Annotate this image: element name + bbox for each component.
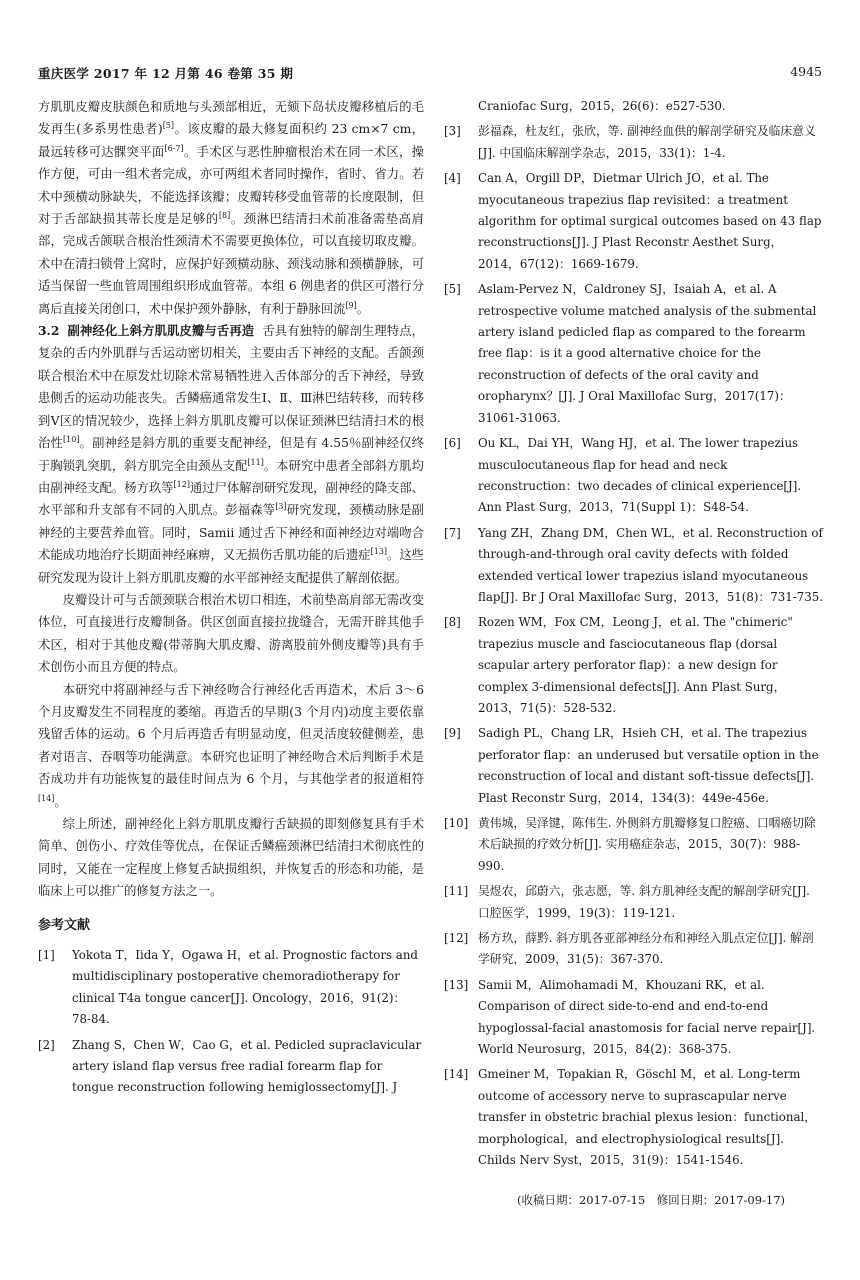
reference-item [444, 928, 824, 971]
reference-text: Gmeiner M，Topakian R，Göschl M，et al. Long-term outcome of accessory nerve to suprascapular nerve transfer in obstetric brachial plexus lesion：functional，morphological，and electrophysiological results[J]. Childs Nerv Syst，2015，31(9)：1541-1546. [478, 1067, 817, 1168]
text: 。副神经是斜方肌的重要支配神经，但是有 4.55％副神经仅终于胸锁乳突肌，斜方肌完全由颈丛支配 [38, 436, 424, 473]
text: 。颈淋巴结清扫术前准备需垫高肩部，完成舌颌联合根治性颈清术不需要更换体位，可以直接切取皮瓣。术中在清扫锁骨上窝时，应保护好颈横动脉、颈浅动脉和颈横静脉，可适当保留一些血管周围组织形成血管蒂。本组 6 例患者的供区可潜行分离后直接关闭创口，术中保护颈外静脉，有利于静脉回流 [38, 212, 424, 316]
right-column [444, 96, 824, 1211]
paragraph [38, 96, 424, 320]
citation: [12] [173, 479, 190, 489]
reference-text: Sadigh PL，Chang LR，Hsieh CH，et al. The trapezius perforator flap：an underused but versatile option in the reconstruction of local and distant soft-tissue defects[J]. Plast Reconstr Surg，2014，134(3)：449e-456e. [478, 726, 819, 805]
text: 研究发现，颈横动脉是副神经的主要营养血管。同时，Samii 通过舌下神经和面神经边对端吻合术能成功地治疗长期面神经麻痹，又无损伤舌肌功能的后遗症 [38, 503, 424, 563]
citation: [3] [275, 502, 287, 512]
reference-item [444, 121, 824, 164]
reference-item [444, 612, 824, 719]
reference-index: [11] [444, 884, 469, 899]
reference-text: Can A，Orgill DP，Dietmar Ulrich JO，et al. The myocutaneous trapezius flap revisited：a treatment algorithm for optimal surgical outcomes based on 43 flap reconstructions[J]. J Plast Reconstr Aesthet Surg，2014，67(12)：1669-1679. [478, 171, 822, 271]
reference-text: Samii M，Alimohamadi M，Khouzani RK，et al. Comparison of direct side-to-end and end-to-end hypoglossal-facial anastomosis for facial nerve repair[J]. World Neurosurg，2015，84(2)：368-375. [478, 977, 816, 1057]
reference-index: [10] [444, 816, 469, 830]
reference-item [444, 523, 824, 609]
page-number: 4945 [790, 64, 822, 79]
reference-item [444, 723, 824, 809]
reference-text: Rozen WM，Fox CM，Leong J，et al. The "chimeric" trapezius muscle and fasciocutaneous flap (dorsal scapular artery perforator flap)：a new design for complex 3-dimensional defects[J]. Ann Plast Surg，2013，71(5)：528-532. [478, 615, 793, 715]
citation: [6-7] [164, 143, 184, 153]
reference-item [38, 945, 424, 1031]
paragraph: 皮瓣设计可与舌颌颈联合根治术切口相连，术前垫高肩部无需改变体位，可直接进行皮瓣制备。供区创面直接拉拢缝合，无需开辟其他手术区，相对于其他皮瓣(带蒂胸大肌皮瓣、游离股前外侧皮瓣等)具有手术创伤小而且方便的特点。 [38, 592, 424, 675]
text: 本研究中将副神经与舌下神经吻合行神经化舌再造术，术后 3～6 个月皮瓣发生不同程度的萎缩。再造舌的早期(3 个月内)动度主要依靠残留舌体的运动。6 个月后再造舌有明显动度，但灵活度较健侧差，患者对语言、吞咽等功能满意。本研究也证明了神经吻合术后判断手术是否成功并有功能恢复的最佳时间点为 6 个月，与其他学者的报道相符 [38, 682, 424, 787]
reference-text: 黄伟城，吴泽键，陈伟生. 外侧斜方肌瓣修复口腔癌、口咽癌切除术后缺损的疗效分析[J]. 实用癌症杂志，2015，30(7)：988-990. [478, 816, 816, 873]
text: 方肌肌皮瓣皮肤颜色和质地与头颈部相近，无颏下岛状皮瓣移植后的毛发再生(多系男性患者) [38, 100, 424, 137]
received-revised-dates: (收稿日期：2017-07-15 修回日期：2017-09-17) [516, 1192, 786, 1207]
reference-index: [8] [444, 615, 461, 630]
reference-item [444, 168, 824, 275]
reference-index: [2] [38, 1037, 55, 1052]
text: 舌具有独特的解剖生理特点，复杂的舌内外肌群与舌运动密切相关，主要由舌下神经的支配。舌颌颈联合根治术中在原发灶切除术常易牺牲进入舌体部分的舌下神经，导致患侧舌的运动功能丧失。舌鳞癌通常发生Ⅰ、Ⅱ、Ⅲ淋巴结转移，而转移到Ⅴ区的情况较少，选择上斜方肌肌皮瓣可以保证颈淋巴结清扫术的根治性 [38, 324, 424, 451]
reference-index: [14] [444, 1067, 469, 1082]
reference-text: Ou KL，Dai YH，Wang HJ，et al. The lower trapezius musculocutaneous flap for head and neck reconstruction：two decades of clinical experience[J]. Ann Plast Surg，2013，71(Suppl 1)：S48-54. [478, 436, 802, 515]
reference-item [444, 881, 824, 924]
reference-text: 杨方玖，薛黔. 斜方肌各亚部神经分布和神经入肌点定位[J]. 解剖学研究，2009，31(5)：367-370. [478, 931, 814, 967]
reference-item [444, 433, 824, 519]
citation: [14] [38, 793, 55, 803]
reference-index: [9] [444, 726, 461, 741]
paragraph: 综上所述，副神经化上斜方肌肌皮瓣行舌缺损的即刻修复具有手术简单、创伤小、疗效佳等优点，在保证舌鳞癌颈淋巴结清扫术彻底性的同时，又能在一定程度上修复舌缺损组织，并恢复舌的形态和功能，是临床上可以推广的修复方法之一。 [38, 817, 424, 899]
section-title: 副神经化上斜方肌肌皮瓣与舌再造 [67, 323, 255, 339]
reference-text: Yang ZH，Zhang DM，Chen WL，et al. Reconstruction of through-and-through oral cavity defects with folded extended vertical lower trapezius island myocutaneous flap[J]. Br J Oral Maxillofac Surg，2013，51(8)：731-735. [478, 525, 824, 604]
reference-text: 彭福森，杜友红，张欣，等. 副神经血供的解剖学研究及临床意义[J]. 中国临床解剖学杂志，2015，33(1)：1-4. [478, 124, 816, 160]
reference-index: [4] [444, 171, 461, 186]
reference-text: Yokota T，Iida Y，Ogawa H，et al. Prognostic factors and multidisciplinary postoperative chemoradiotherapy for clinical T4a tongue cancer[J]. Oncology，2016，91(2)：78-84. [72, 948, 418, 1027]
references-heading: 参考文献 [38, 917, 91, 933]
reference-index: [13] [444, 977, 469, 992]
reference-continuation: Craniofac Surg，2015，26(6)：e527-530. [478, 99, 726, 113]
reference-index: [7] [444, 525, 461, 540]
reference-item [444, 279, 824, 429]
text: 。 [54, 794, 67, 809]
section-paragraph [38, 320, 424, 589]
text: 。该皮瓣的最大修复面积约 23 cm×7 cm，最远转移可达髁突平面 [38, 122, 424, 159]
paragraph [38, 679, 424, 813]
reference-item [444, 1064, 824, 1171]
text: 。本研究中患者全部斜方肌均由副神经支配。杨方玖等 [38, 458, 424, 495]
reference-text: 吴煜农，邱蔚六，张志愿，等. 斜方肌神经支配的解剖学研究[J]. 口腔医学，1999，19(3)：119-121. [478, 884, 810, 920]
reference-index: [6] [444, 436, 461, 451]
text: 。这些研究发现为设计上斜方肌肌皮瓣的水平部神经支配提供了解剖依据。 [38, 548, 424, 585]
text: 。手术区与恶性肿瘤根治术在同一术区，操作方便，可由一组术者完成，亦可两组术者同时操作，省时、省力。若术中颈横动脉缺失，不能选择该瓣；皮瓣转移受血管蒂的长度限制，但对于舌部缺损其蒂长度是足够的 [38, 144, 424, 227]
citation: [9] [345, 300, 357, 310]
reference-text: Zhang S，Chen W，Cao G，et al. Pedicled supraclavicular artery island flap versus free radial forearm flap for tongue reconstruction following hemiglossectomy[J]. J [72, 1037, 422, 1095]
reference-item [444, 813, 824, 877]
reference-text: Aslam-Pervez N，Caldroney SJ，Isaiah A，et al. A retrospective volume matched analysis of the submental artery island pedicled flap as compared to the forearm free flap：is it a good alternative choice for the reconstruction of defects of the oral cavity and oropharynx？[J]. J Oral Maxillofac Surg，2017(17)：31061-31063. [478, 282, 817, 425]
left-column [38, 96, 424, 1103]
citation: [8] [218, 210, 231, 220]
text: 通过尸体解剖研究发现，副神经的降支部、水平部和升支部有不同的入肌点。彭福森等 [38, 480, 424, 518]
citation: [13] [370, 547, 388, 557]
citation: [11] [247, 457, 264, 467]
reference-index: [1] [38, 948, 55, 963]
citation: [5] [162, 121, 175, 131]
section-number: 3.2 [38, 323, 60, 339]
text: 。 [356, 301, 370, 316]
reference-item [444, 975, 824, 1061]
reference-index: [12] [444, 931, 469, 946]
reference-item [38, 1035, 424, 1099]
citation: [10] [63, 435, 80, 444]
reference-index: [3] [444, 124, 461, 139]
journal-header: 重庆医学 2017 年 12 月第 46 卷第 35 期 [38, 66, 294, 81]
reference-index: [5] [444, 282, 461, 297]
